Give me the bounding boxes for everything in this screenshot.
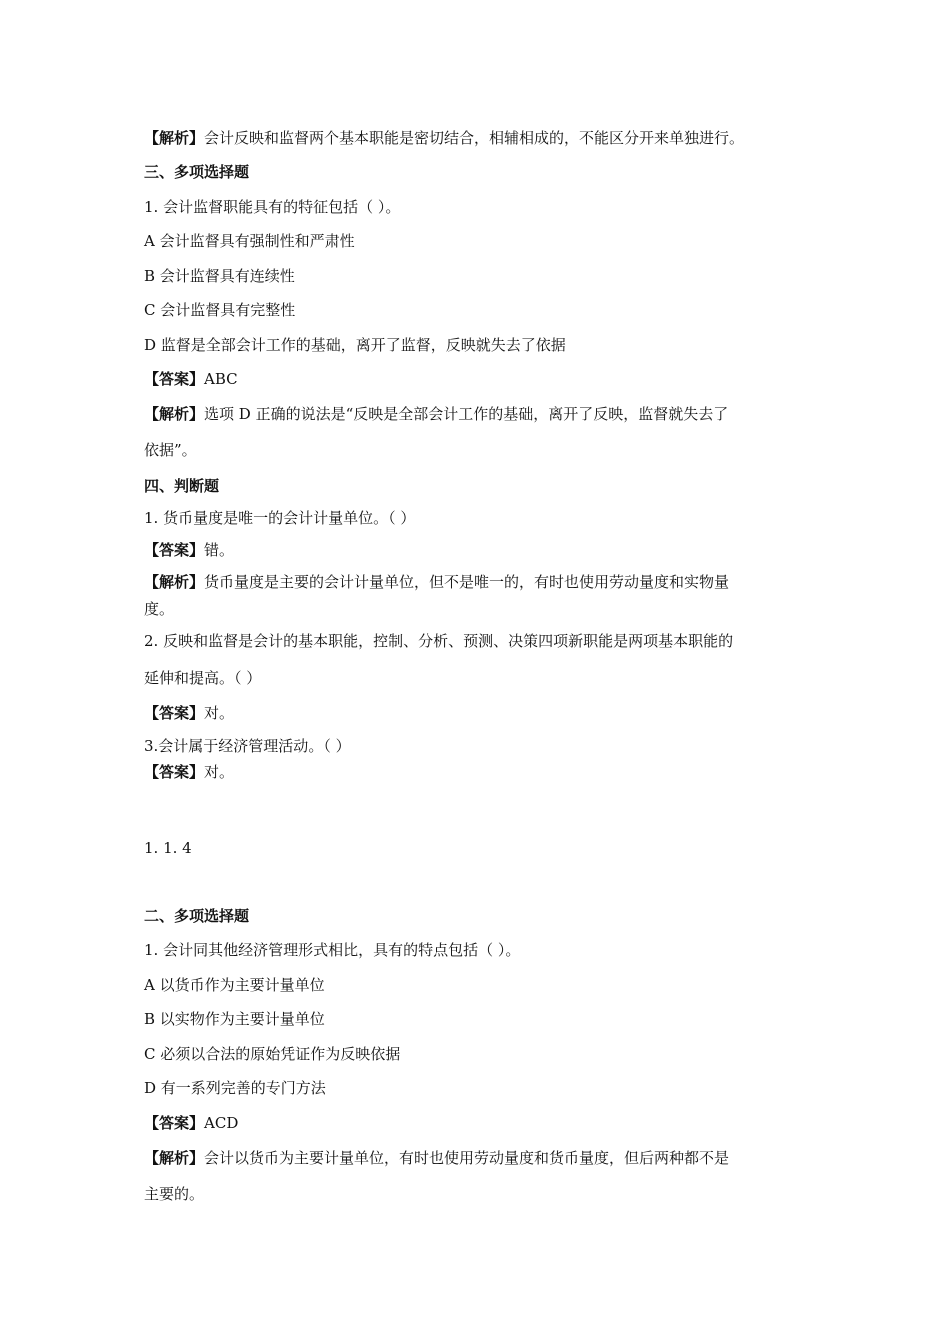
- analysis-text: 会计反映和监督两个基本职能是密切结合，相辅相成的，不能区分开来单独进行。: [204, 129, 745, 147]
- question-stem: 3.会计属于经济管理活动。（ ）: [144, 737, 351, 755]
- analysis-text: 会计以货币为主要计量单位，有时也使用劳动量度和货币量度，但后两种都不是: [204, 1149, 730, 1167]
- analysis-paragraph: [144, 404, 824, 424]
- answer-line: [144, 1113, 824, 1133]
- answer-text: 对。: [204, 763, 235, 781]
- answer-text: ACD: [204, 1114, 239, 1132]
- analysis-paragraph: [144, 1148, 824, 1168]
- analysis-label: 【解析】: [144, 1149, 205, 1167]
- option-a: A 会计监督具有强制性和严肃性: [144, 232, 355, 250]
- answer-line: [144, 762, 824, 782]
- analysis-label: 【解析】: [144, 573, 205, 591]
- answer-line: [144, 369, 824, 389]
- analysis-paragraph: [144, 572, 824, 592]
- question-stem: 1. 货币量度是唯一的会计计量单位。（ ）: [144, 509, 416, 527]
- option-b: B 会计监督具有连续性: [144, 267, 295, 285]
- question-stem: 1. 会计监督职能具有的特征包括（ ）。: [144, 198, 401, 216]
- option-d: D 有一系列完善的专门方法: [144, 1079, 326, 1097]
- analysis-paragraph: [144, 128, 824, 148]
- option-a: A 以货币作为主要计量单位: [144, 976, 325, 994]
- analysis-label: 【解析】: [144, 129, 205, 147]
- answer-label: 【答案】: [144, 1114, 205, 1132]
- answer-label: 【答案】: [144, 541, 205, 559]
- answer-text: ABC: [204, 370, 238, 388]
- answer-text: 错。: [204, 541, 235, 559]
- answer-label: 【答案】: [144, 704, 205, 722]
- answer-line: [144, 703, 824, 723]
- question-stem-continuation: 延伸和提高。（ ）: [144, 669, 262, 687]
- analysis-text: 选项 D 正确的说法是“反映是全部会计工作的基础，离开了反映，监督就失去了: [204, 405, 729, 423]
- section-heading: 三、多项选择题: [144, 163, 250, 181]
- analysis-label: 【解析】: [144, 405, 205, 423]
- option-d: D 监督是全部会计工作的基础，离开了监督，反映就失去了依据: [144, 336, 566, 354]
- answer-text: 对。: [204, 704, 235, 722]
- section-number: 1. 1. 4: [144, 839, 192, 857]
- analysis-continuation: 主要的。: [144, 1185, 205, 1203]
- analysis-continuation: 依据”。: [144, 441, 197, 459]
- question-stem: 1. 会计同其他经济管理形式相比，具有的特点包括（ ）。: [144, 941, 521, 959]
- answer-label: 【答案】: [144, 370, 205, 388]
- question-stem: 2. 反映和监督是会计的基本职能，控制、分析、预测、决策四项新职能是两项基本职能的: [144, 632, 734, 650]
- answer-label: 【答案】: [144, 763, 205, 781]
- section-heading: 二、多项选择题: [144, 907, 250, 925]
- analysis-text: 货币量度是主要的会计计量单位，但不是唯一的，有时也使用劳动量度和实物量: [204, 573, 730, 591]
- option-c: C 必须以合法的原始凭证作为反映依据: [144, 1045, 401, 1063]
- answer-line: [144, 540, 824, 560]
- option-c: C 会计监督具有完整性: [144, 301, 296, 319]
- analysis-continuation: 度。: [144, 600, 175, 618]
- section-heading: 四、判断题: [144, 477, 220, 495]
- option-b: B 以实物作为主要计量单位: [144, 1010, 325, 1028]
